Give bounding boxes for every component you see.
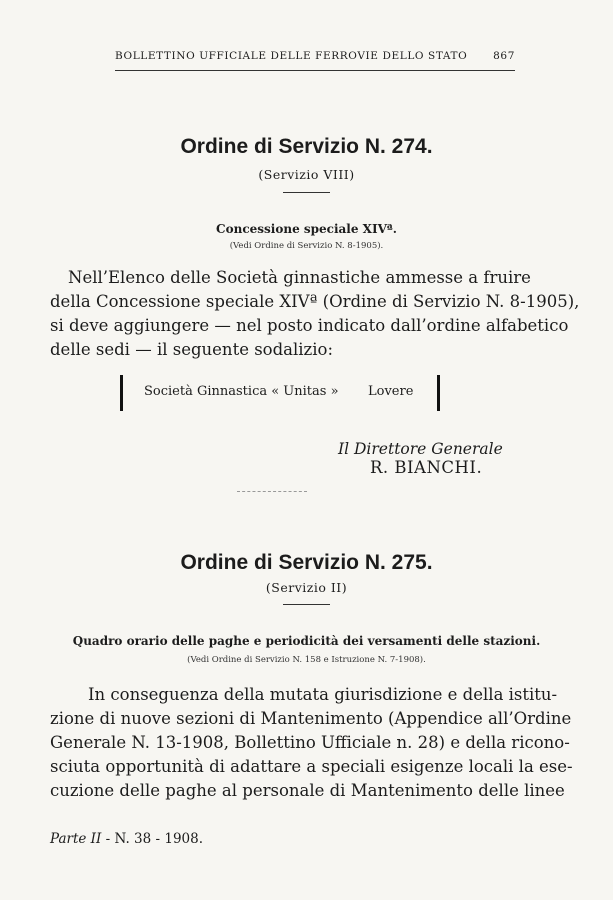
order-274-line: della Concessione speciale XIVª (Ordine di Servizio N. 8-1905),: [50, 292, 580, 311]
order-275-title: Ordine di Servizio N. 275.: [180, 551, 433, 574]
running-header: [115, 50, 515, 62]
entry-right-bar: [437, 375, 440, 411]
entry-society: Società Ginnastica « Unitas »: [144, 384, 339, 399]
order-275-line: In conseguenza della mutata giurisdizione e della istitu-: [88, 685, 558, 704]
society-entry: [120, 375, 440, 411]
order-275-subject: Quadro orario delle paghe e periodicità dei versamenti delle stazioni.: [72, 634, 541, 648]
page-number: 867: [493, 50, 515, 62]
order-274-title: Ordine di Servizio N. 274.: [180, 135, 433, 158]
order-274-subject: Concessione speciale XIVª.: [216, 222, 397, 236]
order-275-line: zione di nuove sezioni di Mantenimento (Appendice all’Ordine: [50, 709, 572, 728]
footer-rest: - N. 38 - 1908.: [101, 831, 204, 847]
entry-city: Lovere: [368, 384, 414, 399]
order-274-line: si deve aggiungere — nel posto indicato dall’ordine alfabetico: [50, 316, 569, 335]
page-footer: [50, 831, 203, 847]
signature-name: R. BIANCHI.: [370, 458, 483, 477]
signature-title: Il Direttore Generale: [338, 440, 503, 458]
order-274-reference: (Vedi Ordine di Servizio N. 8-1905).: [229, 241, 384, 251]
footer-part: Parte II: [50, 831, 102, 847]
entry-left-bar: [120, 375, 123, 411]
order-275-rule: [283, 604, 330, 605]
order-274-service: (Servizio VIII): [258, 167, 355, 182]
order-274-line: delle sedi — il seguente sodalizio:: [50, 340, 334, 359]
order-275-service: (Servizio II): [265, 580, 348, 595]
order-275-line: Generale N. 13-1908, Bollettino Ufficiale n. 28) e della ricono-: [50, 733, 570, 752]
order-275-reference: (Vedi Ordine di Servizio N. 158 e Istruzione N. 7-1908).: [187, 655, 426, 665]
order-275-line: sciuta opportunità di adattare a speciali esigenze locali la ese-: [50, 757, 573, 776]
header-rule: [115, 70, 515, 71]
section-divider: [237, 491, 307, 492]
order-274-rule: [283, 192, 330, 193]
order-274-line: Nell’Elenco delle Società ginnastiche ammesse a fruire: [68, 268, 531, 287]
order-275-line: cuzione delle paghe al personale di Mantenimento delle linee: [50, 781, 565, 800]
header-title: BOLLETTINO UFFICIALE DELLE FERROVIE DELLO STATO: [115, 50, 468, 62]
